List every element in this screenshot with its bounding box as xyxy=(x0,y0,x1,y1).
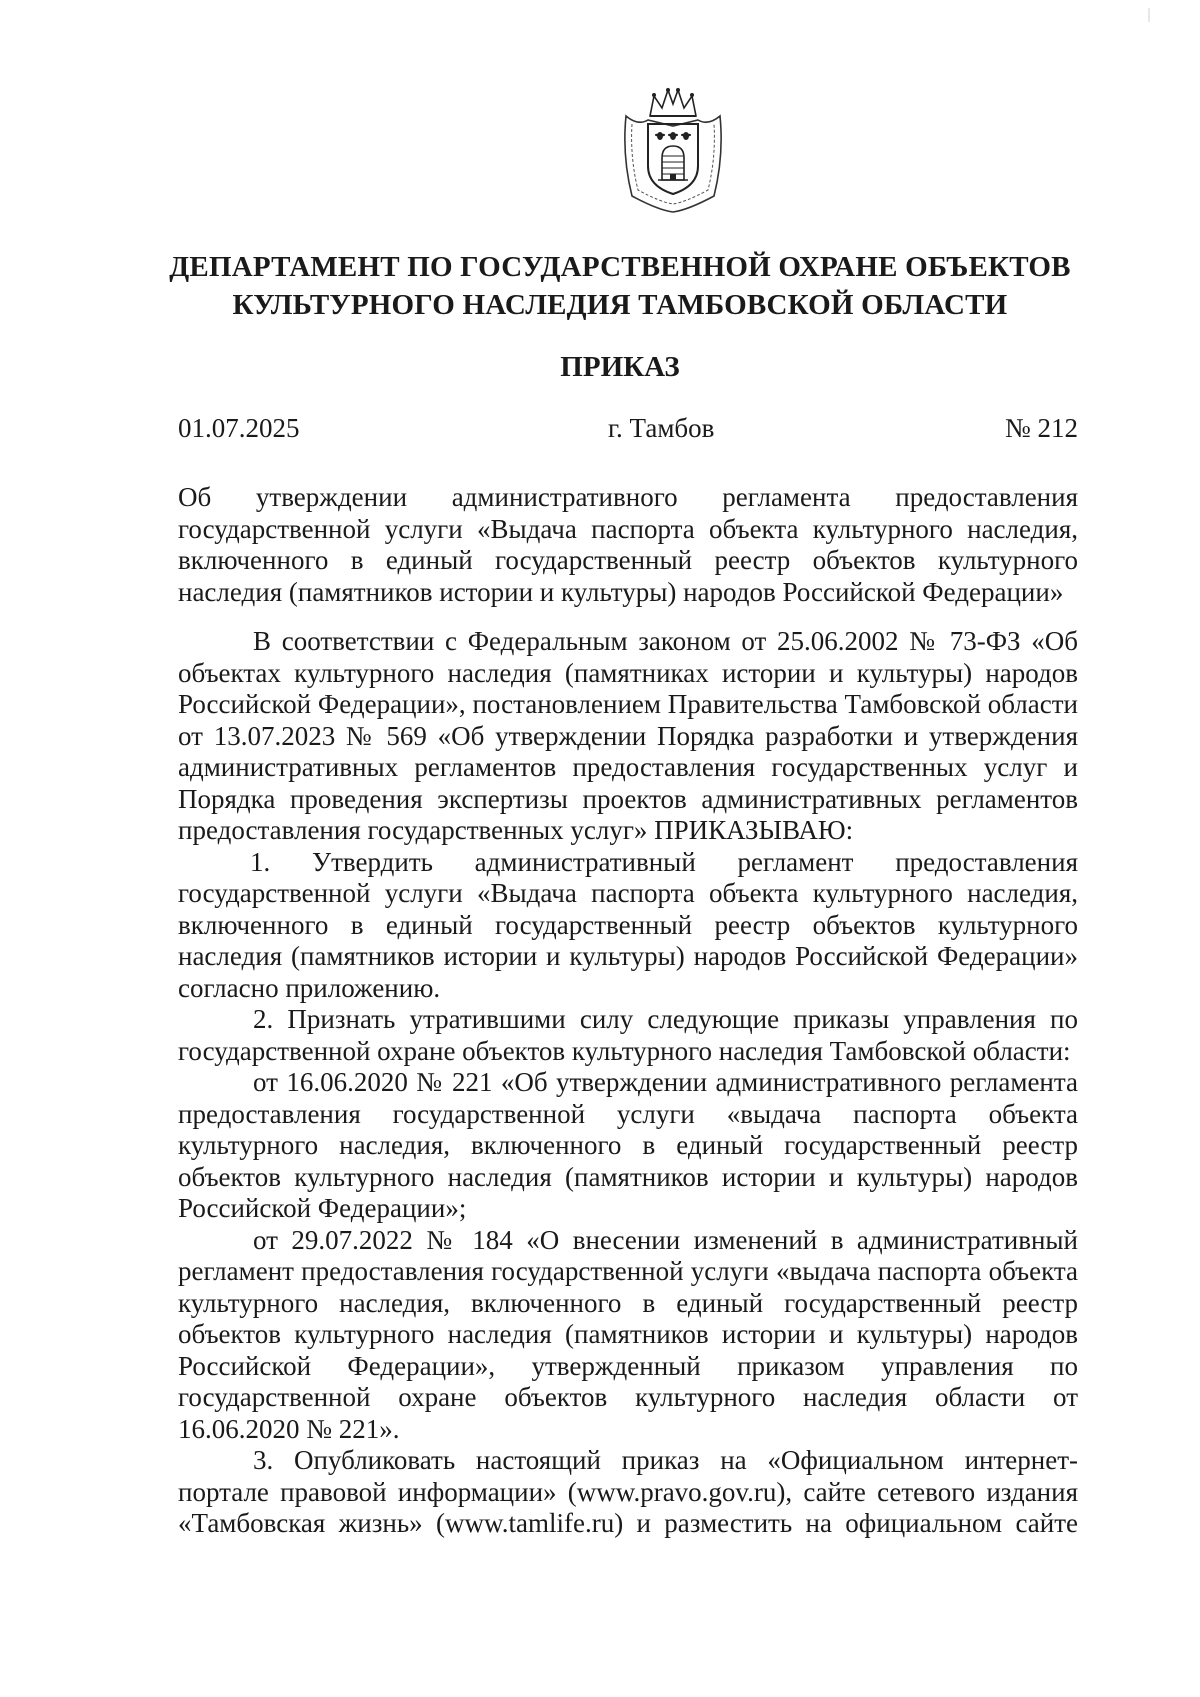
order-meta xyxy=(178,410,1078,446)
order-number: № 212 xyxy=(1004,413,1078,443)
scan-mark xyxy=(1148,8,1150,22)
header-line-2: КУЛЬТУРНОГО НАСЛЕДИЯ ТАМБОВСКОЙ ОБЛАСТИ xyxy=(232,289,1008,321)
paragraph-item-1: 1. Утвердить административный регламент предоставления государственной услуги «Выдача паспорта объекта культурного наследия, включенного в единый государственный реестр объектов культурного наследия (памятников истории и культуры) народов Российской Федерации» согласно приложению. xyxy=(178,846,1078,1003)
order-title: ПРИКАЗ xyxy=(560,351,680,383)
paragraph-preamble: В соответствии с Федеральным законом от 25.06.2002 № 73-ФЗ «Об объектах культурного наследия (памятниках истории и культуры) народов Российской Федерации», постановлением Правительства Тамбовской области от 13.07.2023 № 569 «Об утверждении Порядка разработки и утверждения административных регламентов предоставления государственных услуг и Порядка проведения экспертизы проектов административных регламентов предоставления государственных услуг» ПРИКАЗЫВАЮ: xyxy=(178,626,1078,845)
order-body xyxy=(178,626,1078,1540)
coat-of-arms-icon xyxy=(618,86,728,214)
order-subject: Об утверждении административного регламента предоставления государственной услуги «Выдача паспорта объекта культурного наследия, включенного в единый государственный реестр объектов культурного наследия (памятников истории и культуры) народов Российской Федерации» xyxy=(178,482,1078,607)
department-header xyxy=(150,248,1090,324)
order-city: г. Тамбов xyxy=(608,413,715,443)
header-line-1: ДЕПАРТАМЕНТ ПО ГОСУДАРСТВЕННОЙ ОХРАНЕ ОБЪЕКТОВ xyxy=(169,251,1071,283)
order-date: 01.07.2025 xyxy=(178,413,300,443)
paragraph-item-2-order-b: от 29.07.2022 № 184 «О внесении изменений в административный регламент предоставления государственной услуги «выдача паспорта объекта культурного наследия, включенного в единый государственный реестр объектов культурного наследия (памятников истории и культуры) народов Российской Федерации», утвержденный приказом управления по государственной охране объектов культурного наследия области от 16.06.2020 № 221». xyxy=(178,1224,1078,1444)
paragraph-item-3: 3. Опубликовать настоящий приказ на «Официальном интернет-портале правовой информации» (www.pravo.gov.ru), сайте сетевого издания «Тамбовская жизнь» (www.tamlife.ru) и разместить на официальном сайте xyxy=(178,1445,1078,1538)
paragraph-item-2: 2. Признать утратившими силу следующие приказы управления по государственной охране объектов культурного наследия Тамбовской области: xyxy=(178,1004,1078,1066)
paragraph-item-2-order-a: от 16.06.2020 № 221 «Об утверждении административного регламента предоставления государственной услуги «выдача паспорта объекта культурного наследия, включенного в единый государственный реестр объектов культурного наследия (памятников истории и культуры) народов Российской Федерации»; xyxy=(178,1067,1078,1223)
